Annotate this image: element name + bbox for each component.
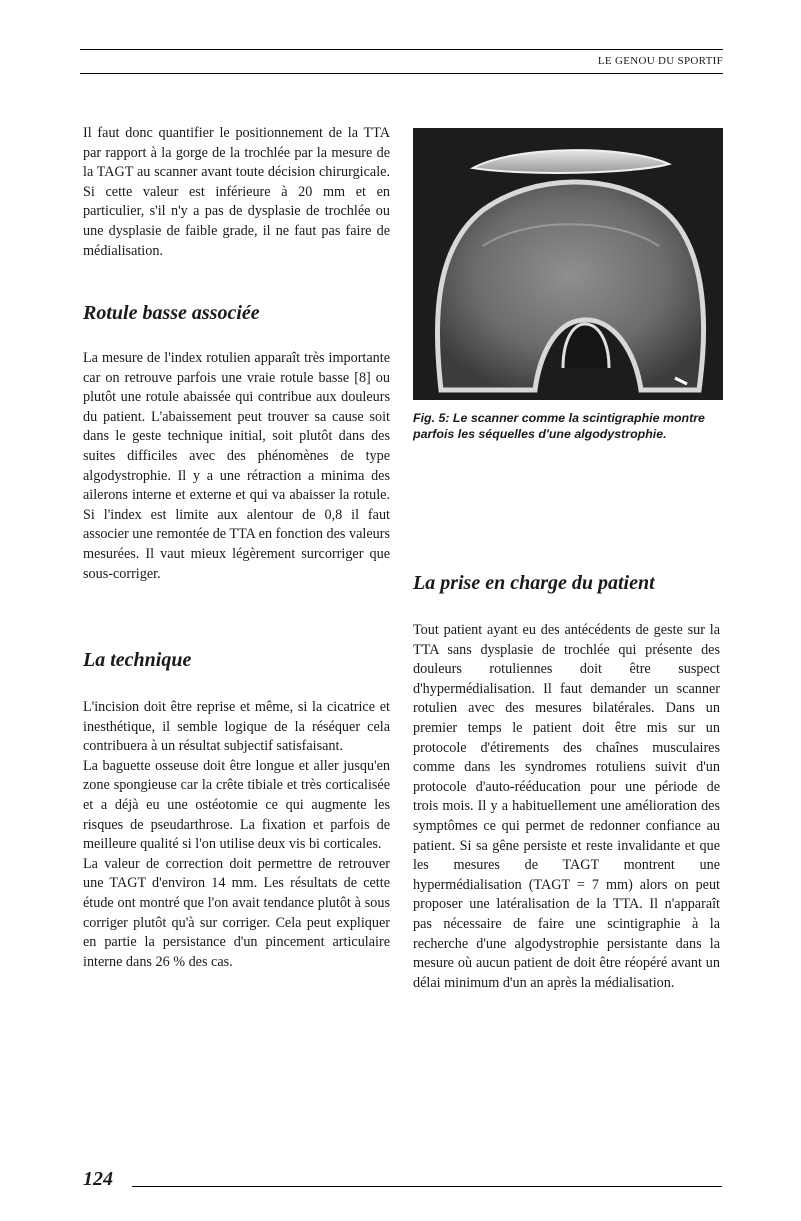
ct-scan-figure — [413, 128, 723, 400]
technique-paragraph-1: L'incision doit être reprise et même, si la cicatrice et inesthétique, il semble logique de la réséquer cela contribuera à un résultat subjectif satisfaisant. — [83, 699, 390, 755]
knee-ct-image — [413, 128, 723, 400]
footer-rule — [132, 1186, 722, 1187]
header-top-rule — [80, 49, 723, 50]
intro-text: Il faut donc quantifier le positionnement de la TTA par rapport à la gorge de la trochlée par la mesure de la TAGT au scanner avant toute décision chirurgicale. Si cette valeur est inférieure à 20 mm et en particulier, s'il n'y a pas de dysplasie de trochlée ou une dysplasie de faible grade, il ne faut pas faire de médialisation. — [83, 125, 390, 259]
running-head: LE GENOU DU SPORTIF — [597, 55, 723, 67]
section-technique-body — [83, 698, 390, 972]
section-rotule-basse-body — [83, 349, 390, 584]
prise-en-charge-text: Tout patient ayant eu des antécédents de geste sur la TTA sans dysplasie de trochlée qui présente des douleurs rotuliennes doit être suspect d'hypermédialisation. Il faut demander un scanner rotulien avec des mesures bilatérales. Dans un premier temps le patient doit être mis sur un protocole d'étirements des chaînes musculaires comme dans les syndromes rotuliens suivit d'un protocole d'auto-rééducation pour une période de trois mois. Il y a habituellement une amélioration des symptômes ce qui permet de redonner confiance au patient. Si sa gêne persiste et reste invalidante et que les mesures de TAGT montrent une hypermédialisation (TAGT = 7 mm) alors on peut proposer une latéralisation de la TTA. Il n'apparaît pas nécessaire de faire une scintigraphie à la recherche d'une algodystrophie persistante dans la mesure où aucun patient de doit être réopéré avant un délai minimum d'un an après la médialisation. — [413, 622, 720, 991]
header-bottom-rule — [80, 73, 723, 74]
section-title-prise-en-charge: La prise en charge du patient — [413, 572, 655, 594]
rotule-basse-text: La mesure de l'index rotulien apparaît très importante car on retrouve parfois une vraie rotule basse [8] ou plutôt une rotule abaissée qui contribue aux douleurs du patient. L'abaissement peut trouver sa cause soit dans le geste technique initial, soit plutôt dans des suites difficiles avec des phénomènes de type algodystrophie. Il y a une rétraction a minima des ailerons interne et externe et qui va abaisser la rotule. Si l'index est limite aux alentour de 0,8 il faut associer une remontée de TTA en fonction des valeurs mesurées. Il vaut mieux légèrement surcorriger que sous-corriger. — [83, 350, 390, 582]
section-title-technique: La technique — [83, 649, 192, 671]
section-prise-en-charge-body — [413, 621, 720, 993]
intro-paragraph — [83, 124, 390, 261]
technique-paragraph-3: La valeur de correction doit permettre de retrouver une TAGT d'environ 14 mm. Les résultats de cette étude ont montré que l'on avait tendance plutôt à sous corriger plutôt qu'à sur corriger. Cela peut expliquer en partie la persistance d'un pincement articulaire interne dans 26 % des cas. — [83, 855, 390, 970]
page-number: 124 — [83, 1168, 113, 1190]
technique-paragraph-2: La baguette osseuse doit être longue et aller jusqu'en zone spongieuse car la crête tibiale et très corticalisée et a déjà eu une ostéotomie ce qui augmente les risques de pseudarthrose. La fixation et parfois de meilleure qualité si l'on utilise deux vis bi corticales. — [83, 757, 390, 853]
section-title-rotule-basse: Rotule basse associée — [83, 302, 260, 324]
figure-caption: Fig. 5: Le scanner comme la scintigraphie montre parfois les séquelles d'une algodystrophie. — [413, 411, 705, 441]
